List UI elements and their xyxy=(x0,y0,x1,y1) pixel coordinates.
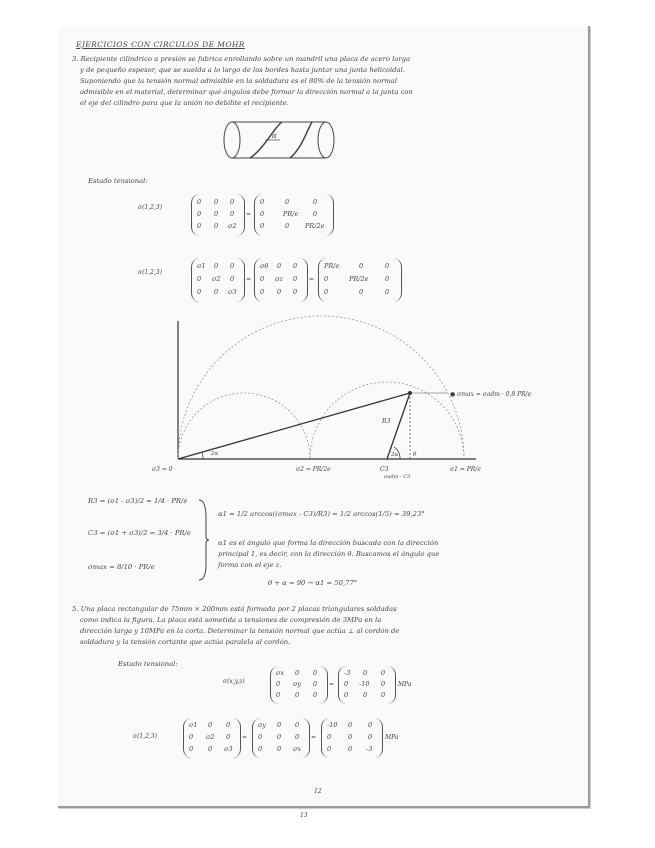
c3-label: C3 xyxy=(380,466,389,473)
problem3-line-2: y de pequeño espesor, que se suelda a lo largo de los bordes hasta juntar una junta helicoidal. xyxy=(80,66,405,74)
matrix-e xyxy=(318,258,402,302)
md-1: 0 xyxy=(277,262,282,270)
note-line-3: forma con el eje z. xyxy=(218,561,282,569)
mf-3: 0 xyxy=(276,680,281,688)
estado-tensional-label: Estado tensional: xyxy=(88,177,148,185)
mh-3: 0 xyxy=(189,733,194,741)
matrix-a-cell: σ2 xyxy=(228,222,237,230)
mg-4: -10 xyxy=(359,680,370,688)
md-6: 0 xyxy=(260,288,265,296)
matrix-a: 0 0 0 0 0 0 0 0 σ2 xyxy=(191,194,245,236)
mf-0: σx xyxy=(276,669,285,677)
note-line-1: α1 es el ángulo que forma la dirección buscada con la dirección xyxy=(218,539,439,547)
mi-6: 0 xyxy=(258,745,263,753)
c3-formula: C3 = (σ1 + σ3)/2 = 3/4 · PR/e xyxy=(88,529,191,537)
md-4: σz xyxy=(275,275,283,283)
r3-label: R3 xyxy=(382,418,391,425)
mj-2: 0 xyxy=(368,721,373,729)
page-header: EJERCICIOS CON CIRCULOS DE MOHR xyxy=(76,40,245,49)
mh-4: σ2 xyxy=(206,733,215,741)
me-3: 0 xyxy=(324,275,329,283)
note-line-2: principal 1, es decir, con la dirección θ. Buscamos el ángulo que xyxy=(218,550,440,558)
me-4: PR/2e xyxy=(349,275,369,283)
me-7: 0 xyxy=(359,288,364,296)
mf-2: 0 xyxy=(313,669,318,677)
mi-1: 0 xyxy=(277,721,282,729)
problem3-line-4: admisible en el material, determinar qué ángulos debe formar la dirección normal a la junta con xyxy=(80,88,413,96)
two-alpha-label: 2α xyxy=(391,452,399,458)
me-8: 0 xyxy=(385,288,390,296)
mf-8: 0 xyxy=(313,691,318,699)
estado-tensional-label-2: Estado tensional: xyxy=(118,660,178,668)
equals-2: = xyxy=(246,276,252,283)
mc-2: 0 xyxy=(230,262,235,270)
equals-1: = xyxy=(246,211,252,218)
matrix-j xyxy=(321,718,383,758)
md-8: 0 xyxy=(293,288,298,296)
mf-7: 0 xyxy=(295,691,300,699)
mb-7: 0 xyxy=(285,222,290,230)
me-6: 0 xyxy=(324,288,329,296)
page-number-bottom: 13 xyxy=(300,812,308,819)
me-2: 0 xyxy=(385,262,390,270)
problem3-line-3: Suponiendo que la tensión normal admisible en la soldadura es el 80% de la tensión normal xyxy=(80,77,398,85)
matrix-d xyxy=(254,258,308,302)
mi-8: σx xyxy=(293,745,302,753)
mj-4: 0 xyxy=(348,733,353,741)
matrix-h xyxy=(183,718,241,758)
mg-5: 0 xyxy=(381,680,386,688)
mi-3: 0 xyxy=(258,733,263,741)
cylinder-angle-label: α xyxy=(272,132,277,140)
mi-4: 0 xyxy=(277,733,282,741)
mi-7: 0 xyxy=(277,745,282,753)
matrix-g xyxy=(338,666,396,704)
unit-mpa-1: MPa xyxy=(398,681,412,688)
mi-5: 0 xyxy=(295,733,300,741)
matrix-b xyxy=(254,194,334,236)
sigma1-label: σ1 = PR/e xyxy=(450,466,481,473)
mg-8: 0 xyxy=(381,691,386,699)
scanned-page xyxy=(58,26,590,808)
sigma-adm-label: ● σmax = σadm · 0,8 PR/e xyxy=(450,391,532,398)
sigma3-label: σ3 = 0 xyxy=(152,466,173,473)
matrix-c xyxy=(191,258,245,302)
brace xyxy=(196,498,210,582)
mh-0: σ1 xyxy=(189,721,198,729)
problem5-line-3: dirección larga y 10MPa en la corta. Determinar la tensión normal que actúa ⊥ al cordón de xyxy=(80,627,400,635)
mg-2: 0 xyxy=(381,669,386,677)
mh-8: σ3 xyxy=(224,745,233,753)
mj-0: -10 xyxy=(327,721,338,729)
mh-5: 0 xyxy=(226,733,231,741)
problem5-line-2: como indica la figura. La placa está sometida a tensiones de compresión de 3MPa en la xyxy=(80,616,382,624)
mc-8: σ3 xyxy=(228,288,237,296)
sigma-label-1: σ(1,2,3) xyxy=(138,204,163,211)
mb-1: 0 xyxy=(285,198,290,206)
mb-4: PR/e xyxy=(283,210,299,218)
mg-3: 0 xyxy=(344,680,349,688)
mohr-circle-diagram xyxy=(152,311,578,473)
md-5: 0 xyxy=(293,275,298,283)
delta-label: σadm - C3 xyxy=(384,474,411,480)
mj-7: 0 xyxy=(348,745,353,753)
mf-4: σy xyxy=(293,680,302,688)
sigma-123-label-2: σ(1,2,3) xyxy=(133,733,158,740)
mi-0: σy xyxy=(258,721,267,729)
mc-6: 0 xyxy=(197,288,202,296)
mh-6: 0 xyxy=(189,745,194,753)
mj-5: 0 xyxy=(368,733,373,741)
smax-formula: σmax = 8/10 · PR/e xyxy=(88,563,155,571)
mc-0: σ1 xyxy=(197,262,206,270)
problem3-line-1: 3. Recipiente cilíndrico a presión se fabrica enrollando sobre un mandril una placa de acero larga xyxy=(72,55,411,63)
mg-1: 0 xyxy=(363,669,368,677)
mf-5: 0 xyxy=(313,680,318,688)
sigma2-label: σ2 = PR/2e xyxy=(296,466,331,473)
page-number: 12 xyxy=(314,788,322,795)
r3-formula: R3 = (σ1 - σ3)/2 = 1/4 · PR/e xyxy=(88,497,188,505)
alpha-equation: α1 = 1/2 arccos((σmax - C3)/R3) = 1/2 arccos(1/5) = 39,23° xyxy=(218,510,425,518)
md-7: 0 xyxy=(277,288,282,296)
mb-2: 0 xyxy=(313,198,318,206)
mi-2: 0 xyxy=(295,721,300,729)
mh-7: 0 xyxy=(208,745,213,753)
mj-1: 0 xyxy=(348,721,353,729)
mg-6: 0 xyxy=(344,691,349,699)
md-0: σθ xyxy=(260,262,269,270)
mb-3: 0 xyxy=(260,210,265,218)
me-0: PR/e xyxy=(324,262,340,270)
md-3: 0 xyxy=(260,275,265,283)
mj-6: 0 xyxy=(327,745,332,753)
mh-2: 0 xyxy=(226,721,231,729)
mc-5: 0 xyxy=(230,275,235,283)
mc-4: σ2 xyxy=(212,275,221,283)
mb-0: 0 xyxy=(260,198,265,206)
mb-8: PR/2e xyxy=(305,222,325,230)
problem3-line-5: el eje del cilindro para que la unión no debilite el recipiente. xyxy=(80,99,289,107)
mf-6: 0 xyxy=(276,691,281,699)
mf-1: 0 xyxy=(295,669,300,677)
problem5-line-4: soldadura y la tensión cortante que actúa paralela al cordón. xyxy=(80,638,291,646)
unit-mpa-2: MPa xyxy=(385,734,399,741)
final-result: θ + α = 90 → α1 = 50,77° xyxy=(268,579,358,587)
cylinder-figure xyxy=(220,118,340,168)
me-1: 0 xyxy=(359,262,364,270)
mc-1: 0 xyxy=(214,262,219,270)
mb-6: 0 xyxy=(260,222,265,230)
matrix-f xyxy=(270,666,328,704)
alpha-label: 2α xyxy=(211,451,219,457)
theta-label: θ xyxy=(413,452,417,458)
mg-7: 0 xyxy=(363,691,368,699)
mj-8: -3 xyxy=(366,745,373,753)
mc-3: 0 xyxy=(197,275,202,283)
mj-3: 0 xyxy=(327,733,332,741)
mh-1: 0 xyxy=(208,721,213,729)
sigma-xyz-label: σ(x,y,z) xyxy=(223,678,245,685)
equals-6: = xyxy=(311,734,317,741)
mg-0: -3 xyxy=(344,669,351,677)
mb-5: 0 xyxy=(313,210,318,218)
equals-3: = xyxy=(309,276,315,283)
sigma-label-2: σ(1,2,3) xyxy=(138,269,163,276)
md-2: 0 xyxy=(293,262,298,270)
matrix-i xyxy=(252,718,310,758)
equals-5: = xyxy=(242,734,248,741)
me-5: 0 xyxy=(385,275,390,283)
problem5-line-1: 5. Una placa rectangular de 75mm × 200mm está formada por 2 placas triangulares soldadas xyxy=(72,605,397,613)
equals-4: = xyxy=(329,681,335,688)
mc-7: 0 xyxy=(214,288,219,296)
